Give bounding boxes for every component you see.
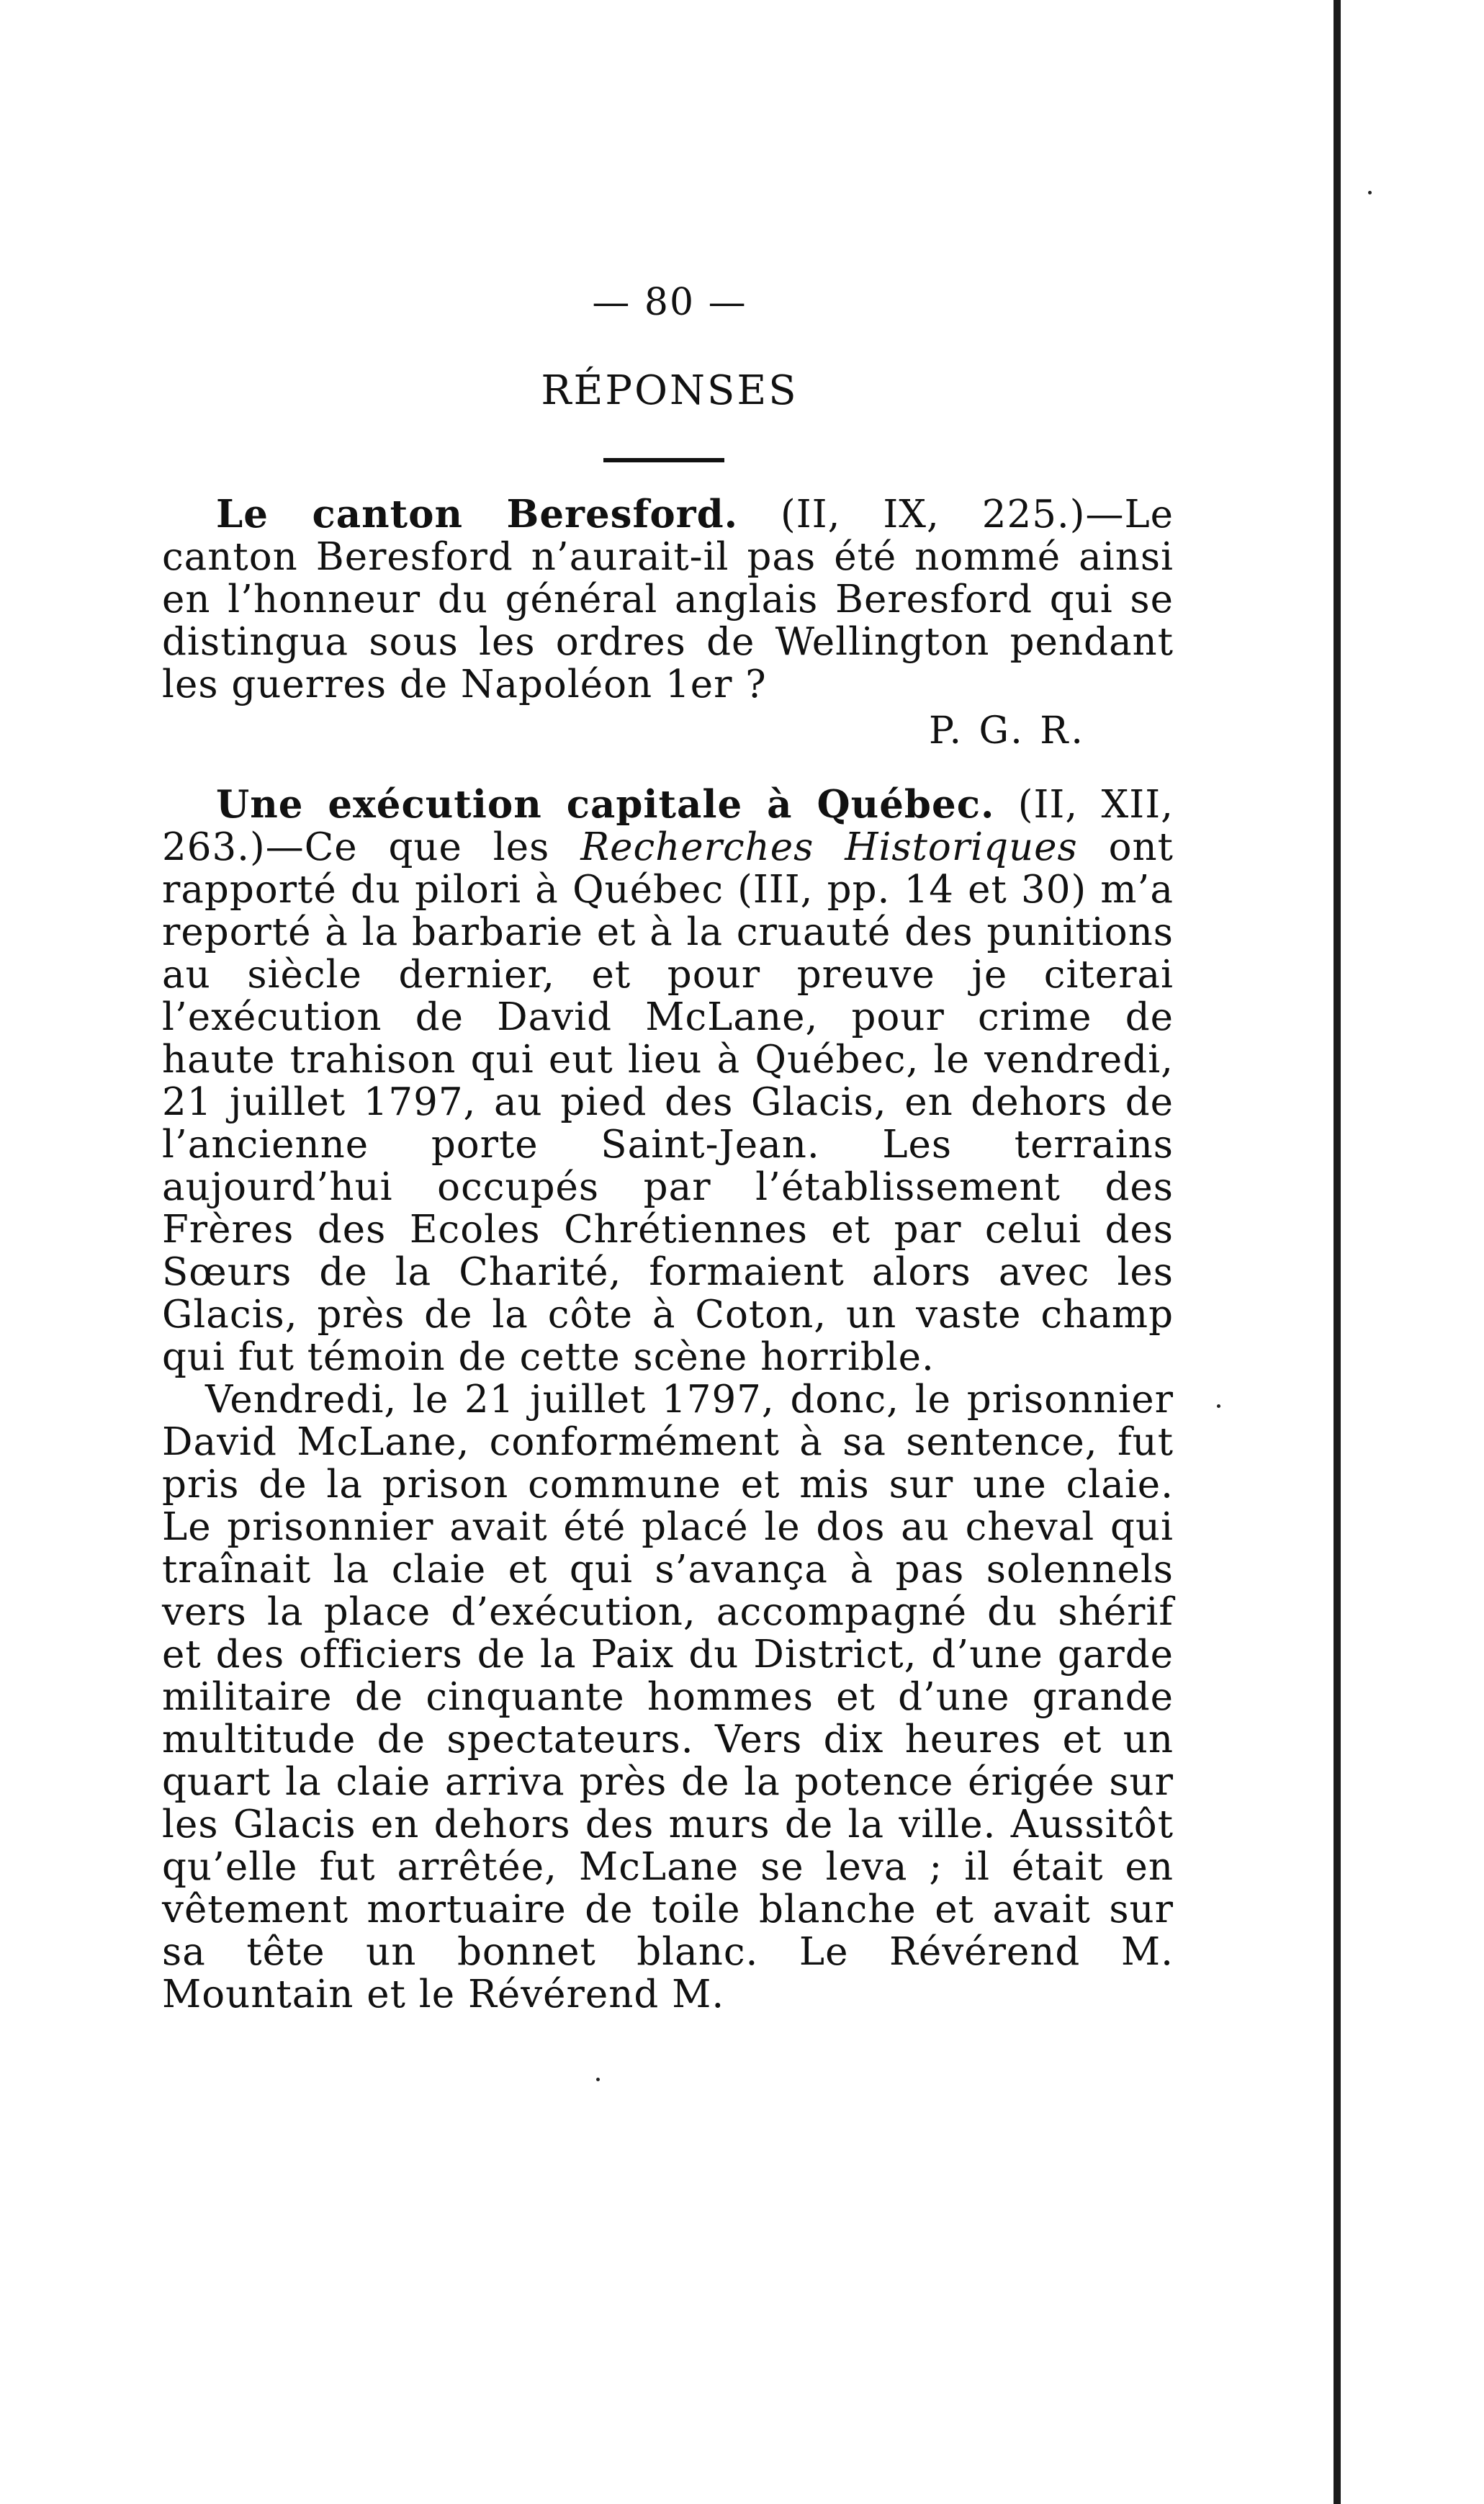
entry-heading: Une exécution capitale à Québec. <box>216 782 995 827</box>
scan-speck <box>1217 1404 1220 1408</box>
page-number: — 80 — <box>592 281 747 324</box>
publication-title: Recherches Historiques <box>580 825 1078 869</box>
entry-body: —Le canton Beresford n’aurait-il pas été nommé ainsi en l’honneur du général anglais Beresford qui se distingua sous les ordres de Wellington pendant les guerres de Napoléon 1er ? <box>162 493 1174 706</box>
scan-speck <box>1368 191 1372 194</box>
section-title: RÉPONSES <box>541 367 799 414</box>
entry-execution-quebec <box>162 784 1174 2016</box>
entry-body-continued: ont rapporté du pilori à Québec (III, pp. 14 et 30) m’a reporté à la barbarie et à la cruauté des punitions au siècle dernier, et pour preuve je citerai l’exécution de David McLane, pour crime de haute trahison qui eut lieu à Québec, le vendredi, 21 juillet 1797, au pied des Glacis, en dehors de l’ancienne porte Saint-Jean. Les terrains aujourd’hui occupés par l’établissement des Frères des Ecoles Chrétiennes et par celui des Sœurs de la Charité, formaient alors avec les Glacis, près de la côte à Coton, un vaste champ qui fut témoin de cette scène horrible. <box>162 825 1174 1379</box>
scan-speck <box>596 2078 600 2081</box>
entry-body: —Ce que les <box>265 825 581 869</box>
title-rule <box>603 458 724 462</box>
entry-canton-beresford <box>162 493 1174 706</box>
entry-paragraph <box>162 493 1174 706</box>
entry-signature: P. G. R. <box>929 709 1086 753</box>
entry-heading: Le canton Beresford. <box>216 492 739 537</box>
entry-paragraph-2: Vendredi, le 21 juillet 1797, donc, le prisonnier David McLane, conformément à sa sentence, fut pris de la prison commune et mis sur une claie. Le prisonnier avait été placé le dos au cheval qui traînait la claie et qui s’avança à pas solennels vers la place d’exécution, accompagné du shérif et des officiers de la Paix du District, d’une garde militaire de cinquante hommes et d’une grande multitude de spectateurs. Vers dix heures et un quart la claie arriva près de la potence érigée sur les Glacis en dehors des murs de la ville. Aussitôt qu’elle fut arrêtée, McLane se leva ; il était en vêtement mortuaire de toile blanche et avait sur sa tête un bonnet blanc. Le Révérend M. Mountain et le Révérend M. <box>162 1378 1174 2016</box>
page-edge-rule <box>1334 0 1341 2504</box>
entry-reference: (II, IX, 225.) <box>781 493 1086 537</box>
entry-paragraph <box>162 784 1174 1378</box>
entry-reference: (II, XII, 263.) <box>162 783 1174 869</box>
